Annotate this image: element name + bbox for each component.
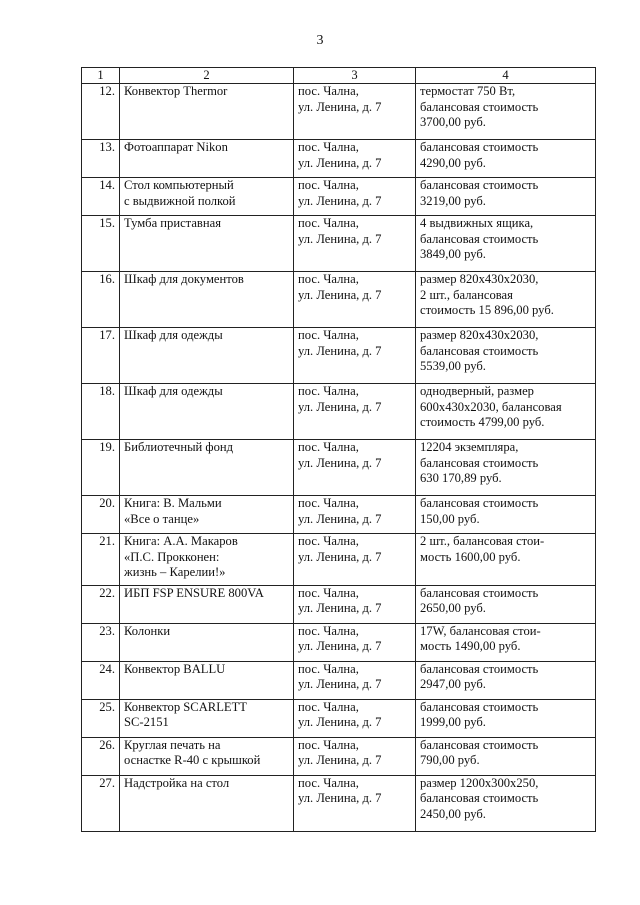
item-name: Конвектор BALLU [120,661,294,699]
row-number: 13. [82,140,120,178]
row-number: 12. [82,84,120,140]
table-body [82,84,596,832]
item-description: балансовая стоимость 2947,00 руб. [416,661,596,699]
table-row [82,84,596,140]
item-location: пос. Чална, ул. Ленина, д. 7 [294,775,416,831]
table-row [82,661,596,699]
header-cell-3: 3 [294,68,416,84]
table-row [82,623,596,661]
table-row [82,737,596,775]
item-location: пос. Чална, ул. Ленина, д. 7 [294,623,416,661]
item-description: балансовая стоимость 4290,00 руб. [416,140,596,178]
item-location: пос. Чална, ул. Ленина, д. 7 [294,384,416,440]
header-cell-4: 4 [416,68,596,84]
row-number: 15. [82,216,120,272]
table-row [82,534,596,586]
item-name: Библиотечный фонд [120,440,294,496]
item-name: Шкаф для одежды [120,384,294,440]
row-number: 22. [82,585,120,623]
page-number: 3 [316,33,324,48]
item-name: Колонки [120,623,294,661]
table-row [82,328,596,384]
item-description: балансовая стоимость 150,00 руб. [416,496,596,534]
table-row [82,699,596,737]
item-name: ИБП FSP ENSURE 800VA [120,585,294,623]
item-name: Книга: В. Мальми «Все о танце» [120,496,294,534]
item-description: размер 820х430х2030, 2 шт., балансовая стоимость 15 896,00 руб. [416,272,596,328]
table-row [82,384,596,440]
table-row [82,216,596,272]
header-cell-1: 1 [82,68,120,84]
row-number: 23. [82,623,120,661]
table-row [82,178,596,216]
item-location: пос. Чална, ул. Ленина, д. 7 [294,661,416,699]
item-description: балансовая стоимость 2650,00 руб. [416,585,596,623]
table-row [82,440,596,496]
item-location: пос. Чална, ул. Ленина, д. 7 [294,178,416,216]
row-number: 16. [82,272,120,328]
item-location: пос. Чална, ул. Ленина, д. 7 [294,84,416,140]
item-description: 12204 экземпляра, балансовая стоимость 630 170,89 руб. [416,440,596,496]
item-name: Надстройка на стол [120,775,294,831]
item-description: размер 1200х300х250, балансовая стоимость 2450,00 руб. [416,775,596,831]
item-name: Книга: А.А. Макаров «П.С. Прокконен: жизнь – Карелии!» [120,534,294,586]
row-number: 25. [82,699,120,737]
row-number: 17. [82,328,120,384]
table-row [82,775,596,831]
item-location: пос. Чална, ул. Ленина, д. 7 [294,737,416,775]
item-location: пос. Чална, ул. Ленина, д. 7 [294,440,416,496]
row-number: 24. [82,661,120,699]
item-name: Шкаф для документов [120,272,294,328]
item-name: Конвектор SCARLETT SC-2151 [120,699,294,737]
row-number: 21. [82,534,120,586]
item-description: балансовая стоимость 3219,00 руб. [416,178,596,216]
table-row [82,140,596,178]
item-location: пос. Чална, ул. Ленина, д. 7 [294,534,416,586]
item-name: Шкаф для одежды [120,328,294,384]
item-location: пос. Чална, ул. Ленина, д. 7 [294,328,416,384]
item-description: термостат 750 Вт, балансовая стоимость 3700,00 руб. [416,84,596,140]
item-location: пос. Чална, ул. Ленина, д. 7 [294,699,416,737]
item-description: балансовая стоимость 1999,00 руб. [416,699,596,737]
table-row [82,585,596,623]
item-description: 17W, балансовая стои- мость 1490,00 руб. [416,623,596,661]
item-location: пос. Чална, ул. Ленина, д. 7 [294,585,416,623]
row-number: 14. [82,178,120,216]
item-description: однодверный, размер 600х430х2030, балансовая стоимость 4799,00 руб. [416,384,596,440]
item-description: балансовая стоимость 790,00 руб. [416,737,596,775]
item-location: пос. Чална, ул. Ленина, д. 7 [294,272,416,328]
item-location: пос. Чална, ул. Ленина, д. 7 [294,496,416,534]
item-location: пос. Чална, ул. Ленина, д. 7 [294,140,416,178]
row-number: 26. [82,737,120,775]
header-cell-2: 2 [120,68,294,84]
item-name: Круглая печать на оснастке R-40 с крышкой [120,737,294,775]
item-name: Тумба приставная [120,216,294,272]
table-row [82,272,596,328]
row-number: 19. [82,440,120,496]
item-location: пос. Чална, ул. Ленина, д. 7 [294,216,416,272]
item-description: размер 820х430х2030, балансовая стоимость 5539,00 руб. [416,328,596,384]
item-description: 2 шт., балансовая стои- мость 1600,00 руб. [416,534,596,586]
item-description: 4 выдвижных ящика, балансовая стоимость 3849,00 руб. [416,216,596,272]
row-number: 27. [82,775,120,831]
table-row [82,496,596,534]
item-name: Фотоаппарат Nikon [120,140,294,178]
item-name: Стол компьютерный с выдвижной полкой [120,178,294,216]
inventory-table [81,67,596,832]
row-number: 18. [82,384,120,440]
item-name: Конвектор Thermor [120,84,294,140]
header-row [82,68,596,84]
row-number: 20. [82,496,120,534]
table-header [82,68,596,84]
